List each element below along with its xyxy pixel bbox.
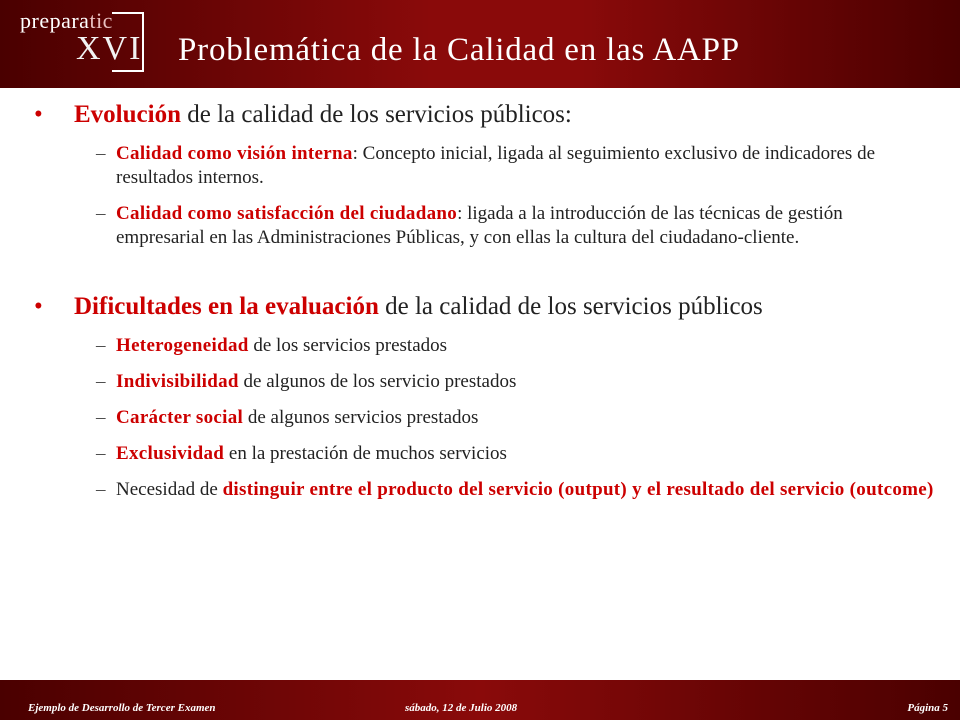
sub-dash: – <box>96 335 106 356</box>
sub-highlight: Carácter social <box>116 407 244 428</box>
sub-dash: – <box>96 407 106 428</box>
footer-document-title: Ejemplo de Desarrollo de Tercer Examen <box>28 702 216 714</box>
sub-highlight: Heterogeneidad <box>116 335 249 356</box>
sub-item <box>34 478 934 502</box>
bullet-dot: • <box>34 293 43 320</box>
sub-item <box>34 202 934 250</box>
sub-item <box>34 142 934 190</box>
sub-text: de algunos servicios prestados <box>243 407 479 428</box>
bullet-dificultades <box>34 292 934 322</box>
bullet-text: de la calidad de los servicios públicos <box>378 293 763 320</box>
sub-highlight: distinguir entre el producto del servicio (output) y el resultado del servicio (outcome) <box>222 479 934 500</box>
sub-dash: – <box>96 479 106 500</box>
sub-dash: – <box>96 371 106 392</box>
sub-text: en la prestación de muchos servicios <box>224 443 507 464</box>
sub-dash: – <box>96 143 106 164</box>
bullet-highlight: Evolución <box>74 101 181 128</box>
bullet-highlight: Dificultades en la evaluación <box>74 293 379 320</box>
footer-page-number: Página 5 <box>907 702 948 714</box>
sub-highlight: Indivisibilidad <box>116 371 239 392</box>
sub-item <box>34 334 934 358</box>
sub-item <box>34 370 934 394</box>
sub-text: : ligada a la introducción de las técnicas de gestión empresarial en las Administraciones Públicas, y con ellas la cultura del ciudadano-cliente. <box>116 203 843 248</box>
sub-text: de algunos de los servicio prestados <box>238 371 517 392</box>
slide-footer <box>0 680 960 720</box>
sub-prefix: Necesidad de <box>116 479 223 500</box>
sub-text: : Concepto inicial, ligada al seguimiento exclusivo de indicadores de resultados internos. <box>116 143 876 188</box>
logo-wordmark: preparatic <box>20 8 113 33</box>
footer-date: sábado, 12 de Julio 2008 <box>405 702 518 714</box>
slide-title: Problemática de la Calidad en las AAPP <box>178 32 740 68</box>
sub-item <box>34 442 934 466</box>
sub-highlight: Calidad como satisfacción del ciudadano <box>116 203 458 224</box>
bullet-evolucion <box>34 100 934 130</box>
bullet-dot: • <box>34 101 43 128</box>
sub-text: de los servicios prestados <box>248 335 448 356</box>
slide-body <box>34 100 934 502</box>
preparatic-logo <box>20 8 144 74</box>
sub-item <box>34 406 934 430</box>
sub-highlight: Exclusividad <box>116 443 225 464</box>
logo-edition: XVI <box>76 30 143 67</box>
bullet-text: de la calidad de los servicios públicos: <box>180 101 572 128</box>
slide-header <box>0 0 960 88</box>
sub-dash: – <box>96 443 106 464</box>
sub-highlight: Calidad como visión interna <box>116 143 353 164</box>
sub-dash: – <box>96 203 106 224</box>
